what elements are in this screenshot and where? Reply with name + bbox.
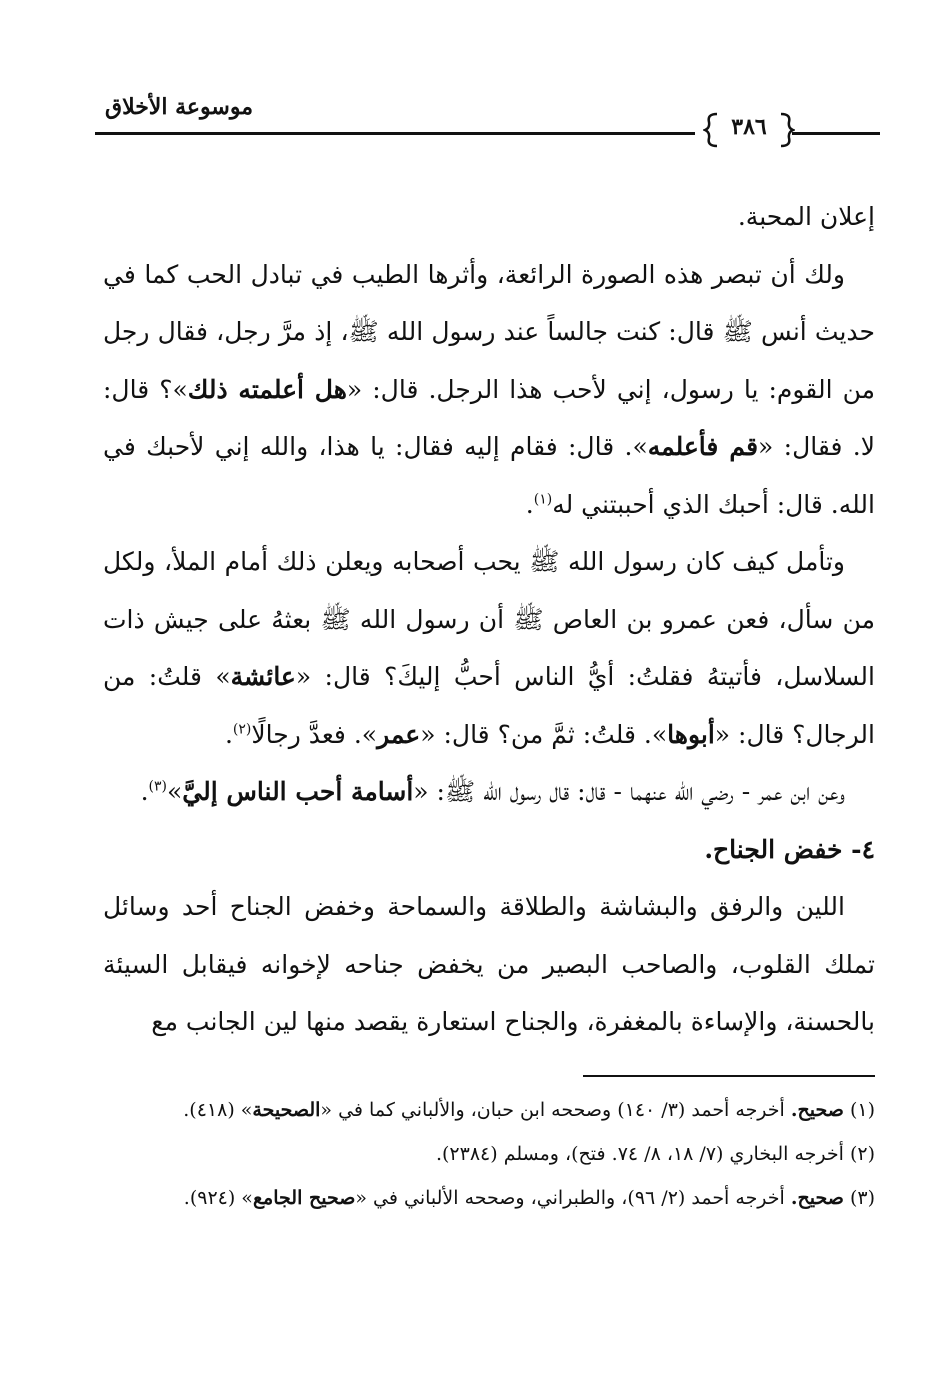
footnote-3: (٣) صحيح. أخرجه أحمد (٢/ ٩٦)، والطبراني، وصححه الألباني في «صحيح الجامع» (٩٢٤). xyxy=(183,1187,875,1209)
footnotes xyxy=(103,1093,875,1225)
footnote-ref-1: (١) xyxy=(533,491,553,508)
paragraph-2: ولك أن تبصر هذه الصورة الرائعة، وأثرها الطيب في تبادل الحب كما في حديث أنس ﷺ قال: كنت جالساً عند رسول الله ﷺ، إذ مرَّ رجل، فقال رجل من القوم: يا رسول، إني لأحب هذا الرجل. قال: «هل أعلمته ذلك»؟ قال: لا. فقال: «قم فأعلمه». قال: فقام إليه فقال: يا هذا، والله إني لأحبك في الله. قال: أحبك الذي أحببتني له$^{(١)}$. xyxy=(103,259,875,519)
footnote-2: (٢) أخرجه البخاري (٧/ ١٨، ٨/ ٧٤. فتح)، ومسلم (٢٣٨٤). xyxy=(435,1143,875,1165)
footnote-separator xyxy=(583,1075,875,1077)
footnote-1: (١) صحيح. أخرجه أحمد (٣/ ١٤٠) وصححه ابن حبان، والألباني كما في «الصحيحة» (٤١٨). xyxy=(183,1099,875,1121)
page-number-ornament xyxy=(703,110,795,150)
paragraph-5: اللين والرفق والبشاشة والطلاقة والسماحة وخفض الجناح أحد وسائل تملك القلوب، والصاحب البصير من يخفض جناحه لإخوانه فيقابل السيئة بالحسنة، والإساءة بالمغفرة، والجناح استعارة يقصد منها لين الجانب مع xyxy=(103,892,875,1036)
main-text xyxy=(103,188,875,1051)
paragraph-3: وتأمل كيف كان رسول الله ﷺ يحب أصحابه ويعلن ذلك أمام الملأ، ولكل من سأل، فعن عمرو بن العاص ﷺ أن رسول الله ﷺ بعثهُ على جيش ذات السلاسل، فأتيتهُ فقلتُ: أيُّ الناس أحبُّ إليكَ؟ قال: «عائشة» قلتُ: من الرجال؟ قال: «أبوها». قلتُ: ثمَّ من؟ قال: «عمر». فعدَّ رجالًا$^{(٢)}$. xyxy=(103,547,875,749)
section-heading: ٤- خفض الجناح. xyxy=(704,834,875,864)
footnote-ref-3: (٣) xyxy=(148,778,167,795)
page-header xyxy=(95,92,880,142)
footnote-ref-2: (٢) xyxy=(232,721,252,738)
header-rule-right xyxy=(792,132,880,135)
book-title: موسوعة الأخلاق xyxy=(105,94,253,120)
paragraph-4: وعن ابن عمر - رضي الله عنهما - قال: قال رسول الله ﷺ: «أسامة أحب الناس إليَّ»$^{(٣)}$. xyxy=(140,777,845,806)
header-rule-left xyxy=(95,132,695,135)
paragraph-1: إعلان المحبة. xyxy=(737,202,875,231)
page-number: ٣٨٦ xyxy=(731,114,767,140)
